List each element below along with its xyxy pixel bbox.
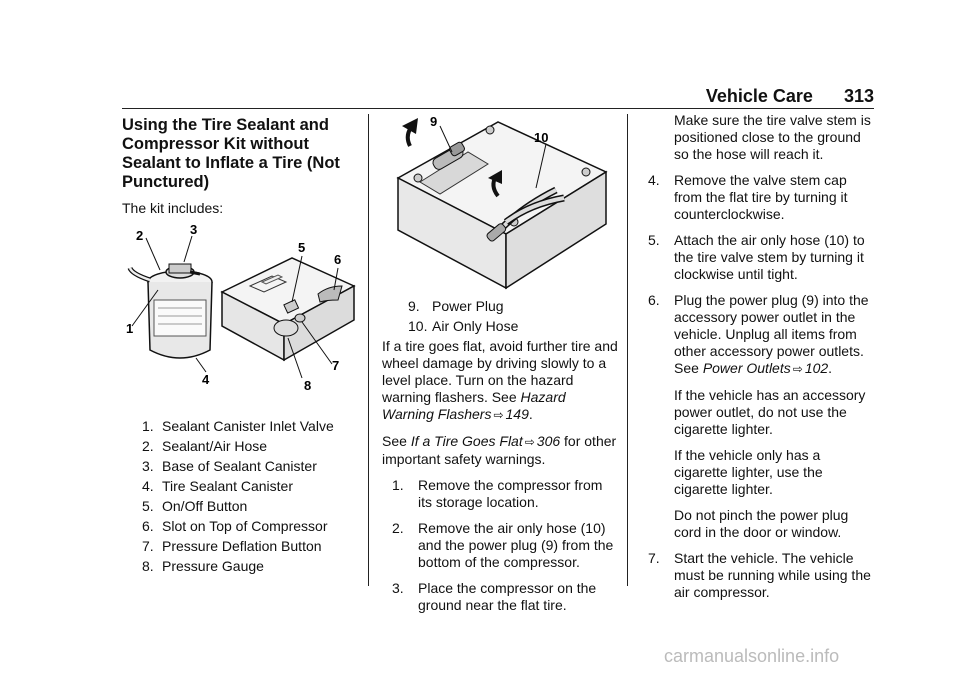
step-4: 4. Remove the valve stem cap from the flat tire by turning it counterclockwise.	[648, 172, 848, 222]
step-6: 6. Plug the power plug (9) into the accessory power outlet in the vehicle. Unplug all items from other accessory power outlets. See Power Outlets ⇨ 102.	[648, 292, 869, 376]
callout-7: 7	[332, 358, 340, 373]
step-6-note-3: Do not pinch the power plug cord in the door or window.	[674, 507, 849, 540]
intro-text: The kit includes:	[122, 200, 224, 216]
header-rule	[122, 108, 874, 109]
page-ref-icon: ⇨	[493, 408, 504, 422]
caption-6: 6. Slot on Top of Compressor	[142, 518, 328, 534]
callout-6: 6	[334, 252, 342, 267]
step-2: 2. Remove the air only hose (10) and the power plug (9) from the bottom of the compressor.	[392, 520, 614, 570]
caption-list-2	[408, 298, 618, 338]
caption-7: 7. Pressure Deflation Button	[142, 538, 322, 554]
column-1	[122, 116, 358, 217]
caption-4: 4. Tire Sealant Canister	[142, 478, 293, 494]
hazard-flashers-ref[interactable]: Hazard Warning Flashers	[382, 389, 566, 422]
callout-10: 10	[534, 130, 549, 145]
callout-3: 3	[190, 222, 198, 237]
caption-10: 10. Air Only Hose	[408, 318, 519, 334]
caption-3: 3. Base of Sealant Canister	[142, 458, 317, 474]
caption-5: 5. On/Off Button	[142, 498, 248, 514]
callout-4: 4	[202, 372, 210, 387]
power-outlets-ref[interactable]: Power Outlets	[702, 360, 791, 376]
step-7: 7. Start the vehicle. The vehicle must be running while using the air compressor.	[648, 550, 871, 600]
caption-9: 9. Power Plug	[408, 298, 504, 314]
compressor-drawing	[222, 258, 354, 360]
step-6-note-2: If the vehicle only has a cigarette lighter, use the cigarette lighter.	[674, 447, 823, 497]
section-title: Vehicle Care	[705, 86, 813, 106]
caption-1: 1. Sealant Canister Inlet Valve	[142, 418, 334, 434]
page-ref-icon: ⇨	[792, 362, 803, 376]
callout-8: 8	[304, 378, 312, 393]
column-2-text	[382, 338, 618, 614]
step-3-continued: Make sure the tire valve stem is positioned close to the ground so the hose will reach it.	[674, 112, 871, 162]
callout-1: 1	[126, 321, 134, 336]
column-divider-2	[627, 114, 628, 586]
column-divider-1	[368, 114, 369, 586]
watermark: carmanualsonline.info	[664, 646, 840, 666]
page-ref-icon: ⇨	[524, 435, 535, 449]
caption-2: 2. Sealant/Air Hose	[142, 438, 268, 454]
callout-9: 9	[430, 114, 438, 129]
step-5: 5. Attach the air only hose (10) to the tire valve stem by turning it clockwise until tight.	[648, 232, 865, 282]
safety-paragraph: See If a Tire Goes Flat ⇨ 306 for other important safety warnings.	[382, 433, 617, 467]
column-3-text	[648, 112, 876, 601]
step-3: 3. Place the compressor on the ground near the flat tire.	[392, 580, 597, 613]
page-number: 313	[843, 86, 874, 106]
caption-8: 8. Pressure Gauge	[142, 558, 264, 574]
flat-tire-paragraph: If a tire goes flat, avoid further tire and wheel damage by driving slowly to a level place. Turn on the hazard warning flashers. See Hazard Warning Flashers ⇨ 149.	[382, 338, 618, 422]
section-heading: Using the Tire Sealant and Compressor Kit without Sealant to Inflate a Tire (Not Punctured)	[122, 116, 340, 191]
step-6-note-1: If the vehicle has an accessory power outlet, do not use the cigarette lighter.	[674, 387, 866, 437]
callout-2: 2	[136, 228, 144, 243]
flat-tire-ref[interactable]: If a Tire Goes Flat	[410, 433, 523, 449]
callout-5: 5	[298, 240, 306, 255]
caption-list-1	[142, 418, 358, 578]
step-1: 1. Remove the compressor from its storage location.	[392, 477, 603, 510]
compressor-bottom-illustration	[380, 112, 620, 294]
kit-illustration	[122, 220, 360, 400]
running-header	[706, 86, 874, 107]
